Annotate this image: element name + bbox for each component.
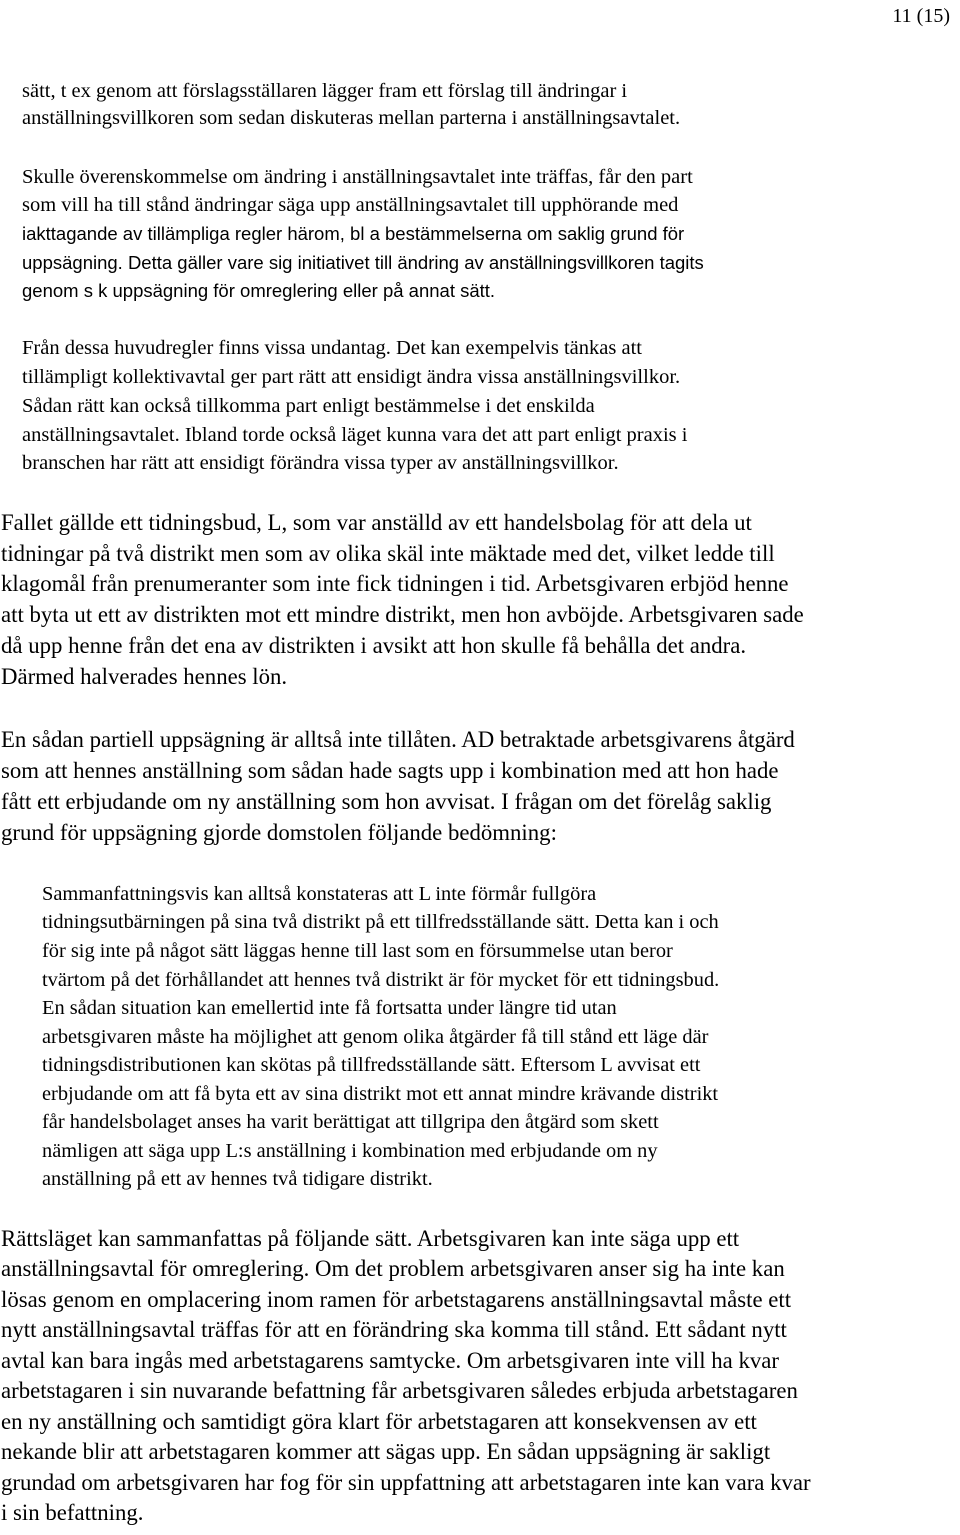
text-line: fått ett erbjudande om ny anställning som hon avvisat. I frågan om det förelåg saklig [1,789,772,814]
text-line: Fallet gällde ett tidningsbud, L, som var anställd av ett handelsbolag för att dela ut [1,510,752,535]
text-line: tidningar på två distrikt men som av olika skäl inte mäktade med det, vilket ledde till [1,541,775,566]
quote-line: för sig inte på något sätt läggas henne till last som en försummelse utan beror [42,940,673,962]
text-line: klagomål från prenumeranter som inte fick tidningen i tid. Arbetsgivaren erbjöd henne [1,571,789,596]
text-line: anställningsvillkoren som sedan diskuteras mellan parterna i anställningsavtalet. [22,107,681,129]
text-line: som att hennes anställning som sådan hade sagts upp i kombination med att hon hade [1,758,779,783]
text-line: En sådan partiell uppsägning är alltså inte tillåten. AD betraktade arbetsgivarens åtgärd [1,727,795,752]
text-line: Från dessa huvudregler finns vissa undantag. Det kan exempelvis tänkas att [22,337,642,359]
text-line: anställningsavtal för omreglering. Om det problem arbetsgivaren anser sig ha inte kan [1,1256,785,1281]
text-line: Därmed halverades hennes lön. [1,664,288,689]
text-line: grund för uppsägning gjorde domstolen följande bedömning: [1,820,557,845]
text-line: en ny anställning och samtidigt göra klart för arbetstagaren att konsekvensen av ett [1,1409,757,1434]
text-line: branschen har rätt att ensidigt förändra vissa typer av anställningsvillkor. [22,452,619,474]
text-line: sätt, t ex genom att förslagsställaren lägger fram ett förslag till ändringar i [22,80,628,102]
quote-line: får handelsbolaget anses ha varit berättigat att tillgripa den åtgärd som skett [42,1111,659,1133]
quote-line: tvärtom på det förhållandet att hennes två distrikt är för mycket för ett tidningsbud. [42,969,720,991]
text-line: tillämpligt kollektivavtal ger part rätt att ensidigt ändra vissa anställningsvillkor. [22,366,681,388]
quote-line: Sammanfattningsvis kan alltså konstateras att L inte förmår fullgöra [42,883,597,905]
text-line: anställningsavtalet. Ibland torde också läget kunna vara det att part enligt praxis i [22,424,688,446]
text-line: som vill ha till stånd ändringar säga upp anställningsavtalet till upphörande med [22,194,679,216]
text-line: Sådan rätt kan också tillkomma part enligt bestämmelse i det enskilda [22,395,595,417]
text-line: arbetstagaren i sin nuvarande befattning får arbetsgivaren således erbjuda arbetstagaren [1,1378,798,1403]
quote-line: anställning på ett av hennes två tidigare distrikt. [42,1168,433,1190]
text-line: nytt anställningsavtal träffas för att en förändring ska komma till stånd. Ett sådant nytt [1,1317,787,1342]
text-line: då upp henne från det ena av distrikten i avsikt att hon skulle få behålla det andra. [1,633,747,658]
text-line: uppsägning. Detta gäller vare sig initiativet till ändring av anställningsvillkoren tagits [22,252,704,273]
text-line: genom s k uppsägning för omreglering eller på annat sätt. [22,280,496,301]
page-number: 11 (15) [892,5,950,27]
text-line: lösas genom en omplacering inom ramen för arbetstagarens anställningsavtal måste ett [1,1287,792,1312]
text-line: nekande blir att arbetstagaren kommer att sägas upp. En sådan uppsägning är sakligt [1,1439,771,1464]
quote-line: tidningsutbärningen på sina två distrikt på ett tillfredsställande sätt. Detta kan i och [42,911,719,933]
quote-line: nämligen att säga upp L:s anställning i kombination med erbjudande om ny [42,1140,658,1162]
quote-line: erbjudande om att få byta ett av sina distrikt mot ett annat mindre krävande distrikt [42,1083,719,1105]
text-line: att byta ut ett av distrikten mot ett mindre distrikt, men hon avböjde. Arbetsgivaren sade [1,602,804,627]
text-line: grundad om arbetsgivaren har fog för sin uppfattning att arbetstagaren inte kan vara kvar [1,1470,811,1495]
text-line: iakttagande av tillämpliga regler härom, bl a bestämmelserna om saklig grund för [22,223,685,244]
text-line: Skulle överenskommelse om ändring i anställningsavtalet inte träffas, får den part [22,166,693,188]
text-line: Rättsläget kan sammanfattas på följande sätt. Arbetsgivaren kan inte säga upp ett [1,1226,740,1251]
text-line: i sin befattning. [1,1500,144,1525]
quote-line: tidningsdistributionen kan skötas på tillfredsställande sätt. Eftersom L avvisat ett [42,1054,701,1076]
quote-line: arbetsgivaren måste ha möjlighet att genom olika åtgärder få till stånd ett läge där [42,1026,709,1048]
quote-line: En sådan situation kan emellertid inte få fortsatta under längre tid utan [42,997,617,1019]
text-line: avtal kan bara ingås med arbetstagarens samtycke. Om arbetsgivaren inte vill ha kvar [1,1348,779,1373]
